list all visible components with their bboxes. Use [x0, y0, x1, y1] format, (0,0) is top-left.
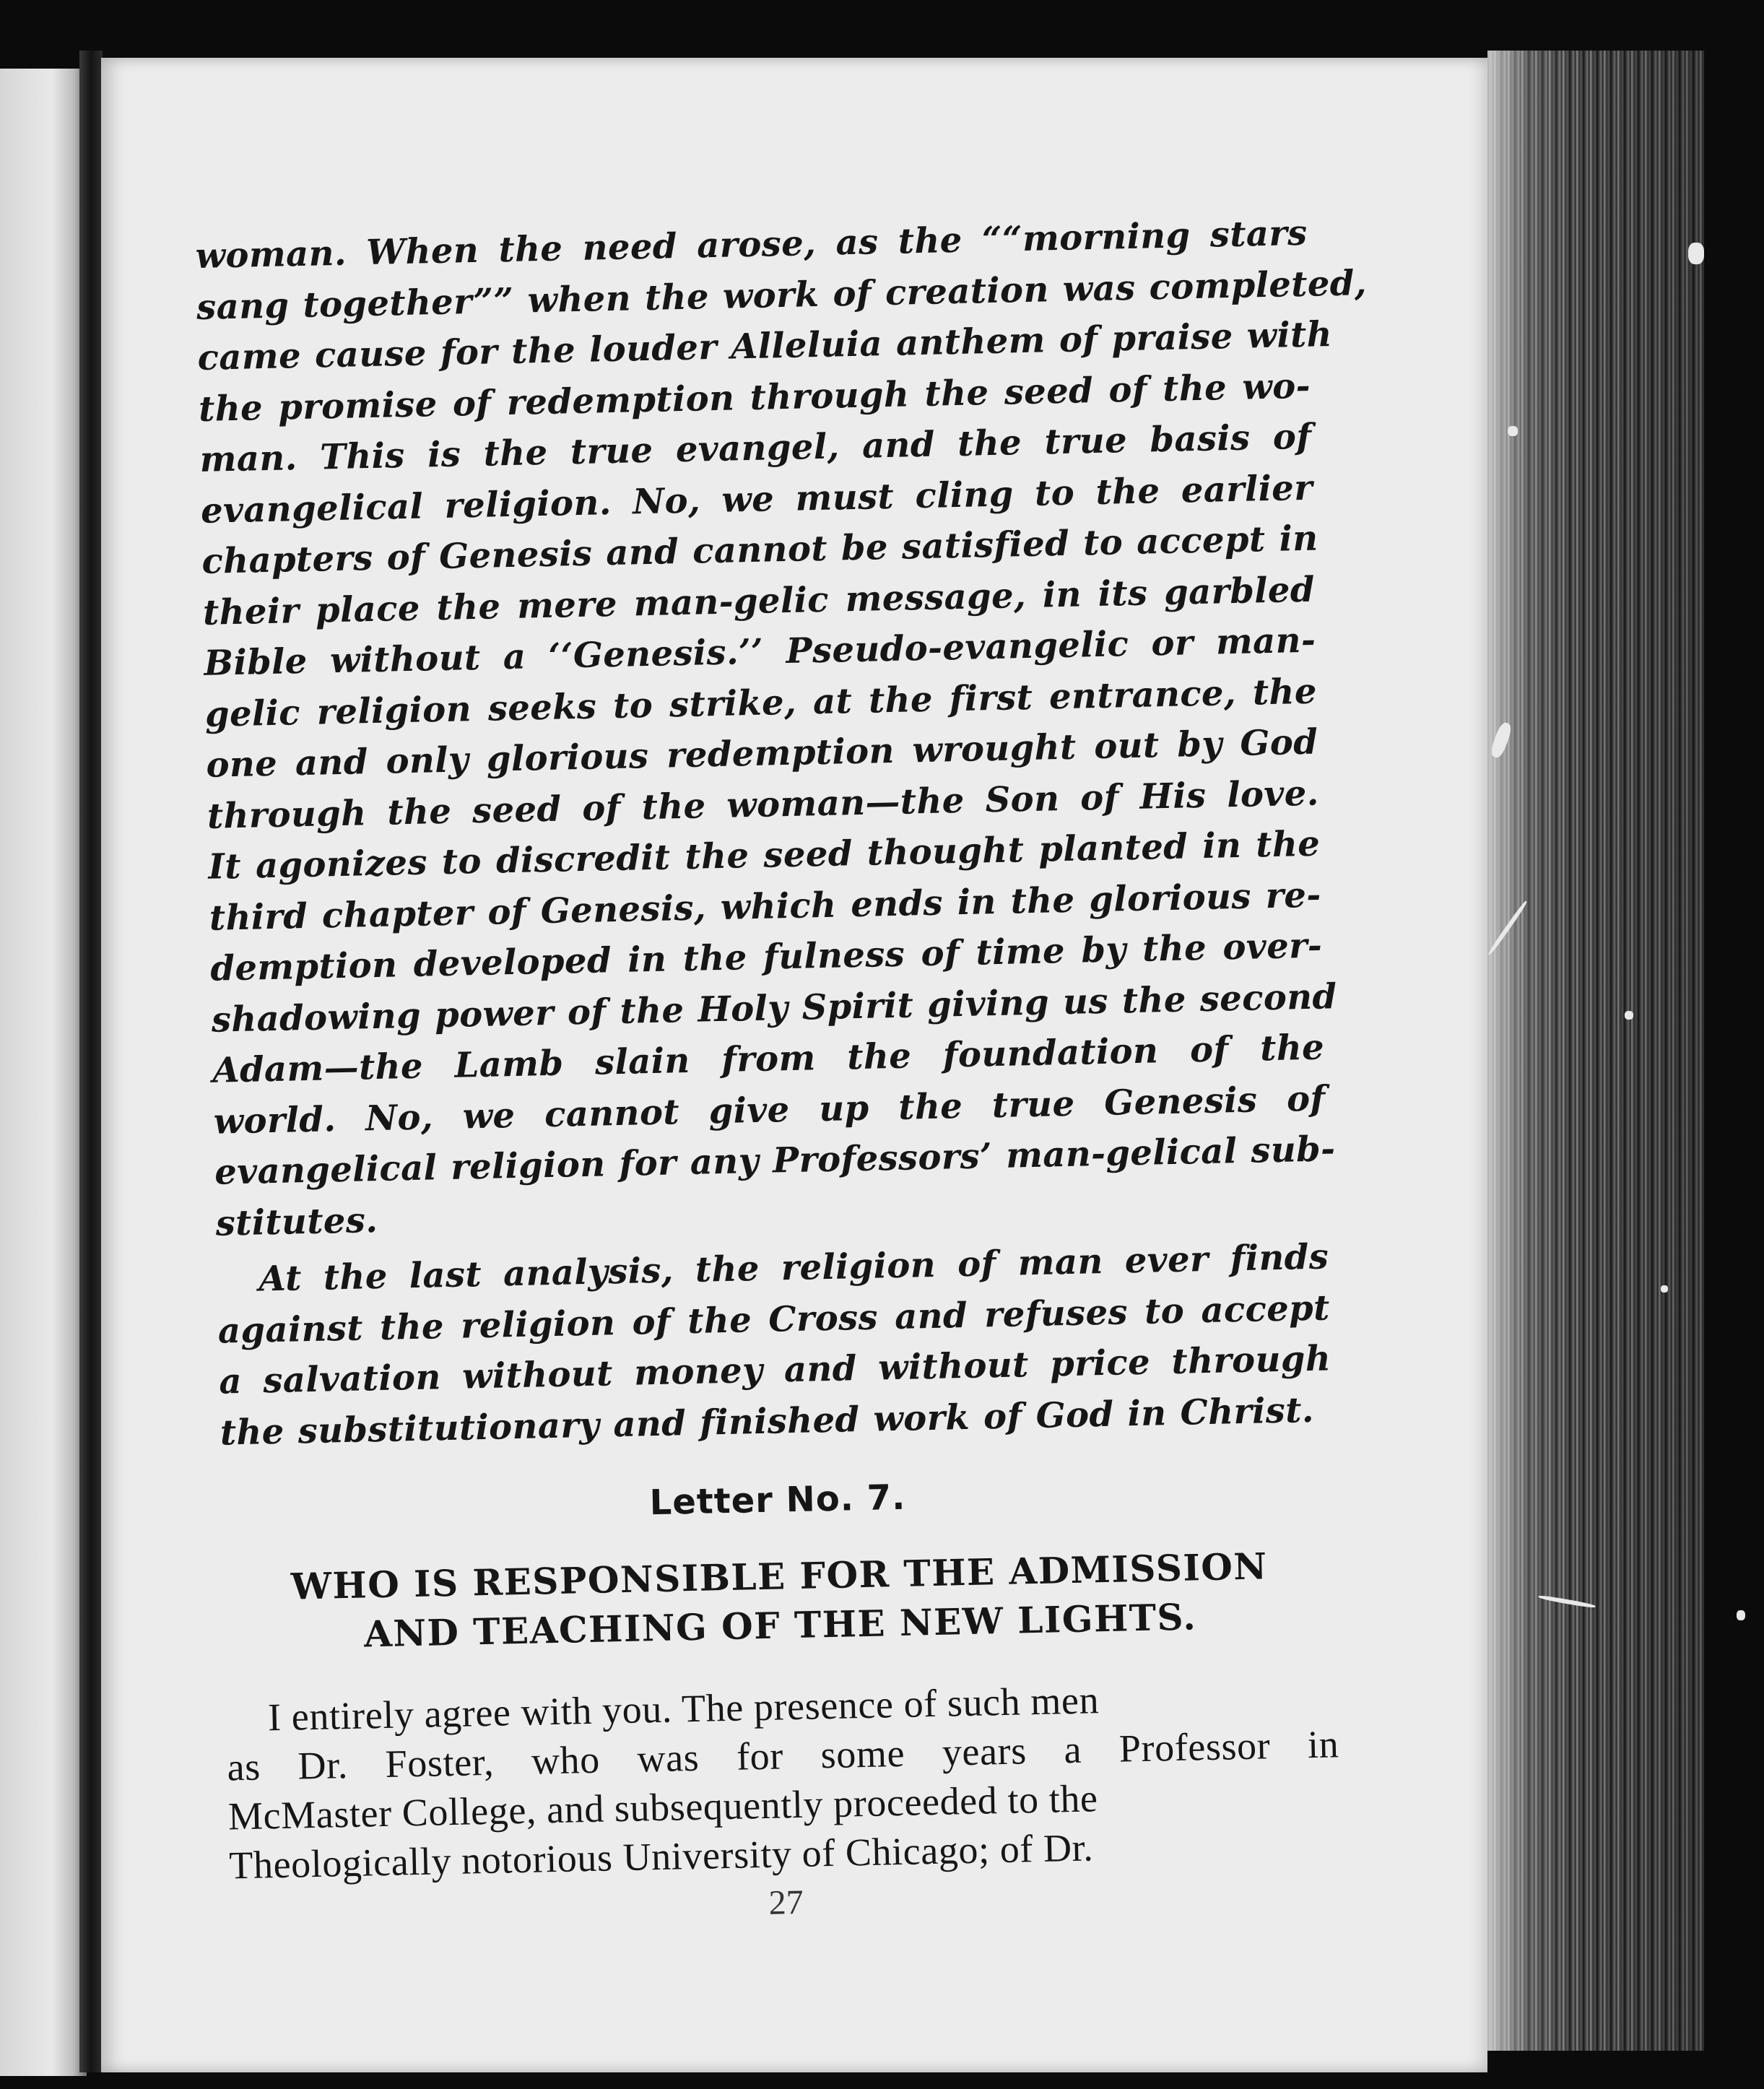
previous-page-edge	[0, 69, 87, 2076]
text-line: It agonizes to discredit the seed thought planted in the	[207, 823, 1321, 887]
text-line: as Dr. Foster, who was for some years a Professor in	[226, 1722, 1339, 1789]
text-line: world. No, we cannot give up the true Genesis of	[213, 1077, 1326, 1142]
text-line: stitutes.	[215, 1199, 378, 1244]
text-line: man. This is the true evangel, and the true basis of	[199, 416, 1312, 480]
text-line: evangelical religion. No, we must cling to the earlier	[200, 467, 1313, 531]
text-line: demption developed in the fulness of time by the over-	[209, 925, 1323, 989]
text-line: came cause for the louder Alleluia anthem of praise with	[197, 314, 1333, 378]
dust-speck	[1661, 1285, 1668, 1293]
section-title-line: WHO IS RESPONSIBLE FOR THE ADMISSION	[290, 1545, 1269, 1608]
dust-speck	[1508, 426, 1518, 436]
text-line: gelic religion seeks to strike, at the first entrance, the	[204, 671, 1318, 735]
text-line: I entirely agree with you. The presence of such men	[267, 1678, 1100, 1740]
text-line: Theologically notorious University of Chicago; of Dr.	[228, 1825, 1094, 1888]
book-gutter	[79, 51, 103, 2072]
italic-paragraph-2	[217, 1231, 1333, 1458]
text-line: against the religion of the Cross and refuses to accept	[217, 1287, 1331, 1352]
text-line: their place the mere man-gelic message, in its garbled	[202, 569, 1316, 633]
text-line: sang together”” when the work of creation was completed,	[196, 262, 1368, 328]
dust-speck	[1737, 1610, 1745, 1620]
page-text	[195, 208, 1368, 1934]
roman-paragraph	[225, 1670, 1341, 1890]
text-line: one and only glorious redemption wrought out by God	[205, 721, 1318, 786]
text-line: a salvation without money and without price through	[218, 1338, 1331, 1402]
section-title	[223, 1540, 1337, 1662]
page-edges-shading	[1487, 51, 1704, 2051]
text-line: woman. When the need arose, as the ““morning stars	[195, 212, 1308, 277]
page-number: 27	[768, 1882, 804, 1922]
text-line: Adam—the Lamb slain from the foundation of the	[212, 1027, 1325, 1091]
dust-speck	[1688, 243, 1704, 264]
section-title-line: AND TEACHING OF THE NEW LIGHTS.	[363, 1595, 1197, 1656]
text-line: the promise of redemption through the seed of the wo-	[198, 365, 1311, 430]
text-line: third chapter of Genesis, which ends in the glorious re-	[209, 874, 1322, 939]
text-line: McMaster College, and subsequently proceeded to the	[227, 1776, 1099, 1838]
letter-heading: Letter No. 7.	[649, 1477, 906, 1524]
text-line: shadowing power of the Holy Spirit giving us the second	[211, 976, 1337, 1041]
text-line: chapters of Genesis and cannot be satisfied to accept in	[201, 518, 1319, 582]
italic-paragraph-1	[195, 208, 1368, 1249]
text-line: the substitutionary and finished work of God in Christ.	[220, 1389, 1315, 1454]
dust-speck	[1625, 1011, 1633, 1020]
text-line: At the last analysis, the religion of man ever finds	[258, 1236, 1329, 1300]
text-line: evangelical religion for any Professors’ man-gelical sub-	[214, 1129, 1336, 1193]
text-line: Bible without a ‘‘Genesis.’’ Pseudo-evangelic or man-	[203, 620, 1316, 684]
text-line: through the seed of the woman—the Son of His love.	[207, 773, 1320, 837]
